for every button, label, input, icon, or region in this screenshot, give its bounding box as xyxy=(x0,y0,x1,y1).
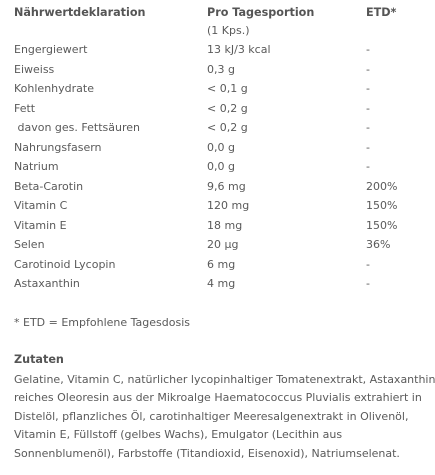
nutrient-amount: 0,3 g xyxy=(207,62,235,76)
table-row xyxy=(14,235,432,255)
ingredients-text: Gelatine, Vitamin C, natürlicher lycopinhaltiger Tomatenextrakt, Astaxanthin reiches Oleoresin aus der Mikroalge Haematococcus Pluvialis extrahiert in Distelöl, pflanzliches Öl, carotinhaltiger Meeresalgenextrakt in Olivenöl, Vitamin E, Füllstoff (gelbes Wachs), Emulgator (Lecithin aus Sonnenblumenöl), Farbstoffe (Titandioxid, Eisenoxid), Natriumselenat. xyxy=(14,372,435,460)
nutrient-amount: 4 mg xyxy=(207,277,236,290)
table-row xyxy=(14,196,432,216)
header-per-daily-portion-sub: (1 Kps.) xyxy=(207,24,250,37)
etd-footnote: * ETD = Empfohlene Tagesdosis xyxy=(14,315,190,329)
nutrient-amount: < 0,2 g xyxy=(207,121,248,134)
nutrient-etd: - xyxy=(366,257,370,271)
table-header xyxy=(14,6,432,40)
nutrient-amount: 9,6 mg xyxy=(207,179,246,193)
nutrient-etd: 150% xyxy=(366,199,398,212)
nutrient-name: Natrium xyxy=(14,160,59,173)
table-row xyxy=(14,274,432,294)
nutrient-etd: - xyxy=(366,160,370,173)
header-nutrition-declaration: Nährwertdeklaration xyxy=(14,6,146,19)
nutrient-name: Nahrungsfasern xyxy=(14,140,102,154)
table-row xyxy=(14,255,432,275)
nutrient-etd: - xyxy=(366,101,370,115)
nutrient-etd: 150% xyxy=(366,218,398,232)
nutrient-etd: - xyxy=(366,121,370,134)
nutrient-name: Vitamin E xyxy=(14,218,67,232)
nutrient-name: Kohlenhydrate xyxy=(14,82,94,95)
nutrient-name: Carotinoid Lycopin xyxy=(14,257,116,271)
nutrient-etd: - xyxy=(366,277,370,290)
nutrient-name: Selen xyxy=(14,238,45,251)
nutrient-amount: 20 µg xyxy=(207,238,239,251)
nutrient-name: Astaxanthin xyxy=(14,277,80,290)
nutrient-amount: 0,0 g xyxy=(207,160,235,173)
table-row xyxy=(14,157,432,177)
header-per-daily-portion: Pro Tagesportion xyxy=(207,6,315,19)
table-row xyxy=(14,79,432,99)
nutrient-amount: 13 kJ/3 kcal xyxy=(207,43,271,56)
table-row xyxy=(14,138,432,158)
nutrition-table-body xyxy=(14,40,432,294)
nutrient-etd: - xyxy=(366,62,370,76)
nutrient-name: Vitamin C xyxy=(14,199,68,212)
header-etd: ETD* xyxy=(366,6,397,19)
nutrition-panel xyxy=(14,6,435,463)
nutrient-etd: - xyxy=(366,82,370,95)
nutrient-name: Engergiewert xyxy=(14,43,88,56)
table-row xyxy=(14,118,432,138)
nutrient-amount: 120 mg xyxy=(207,199,250,212)
ingredients-title: Zutaten xyxy=(14,352,64,366)
nutrient-amount: 0,0 g xyxy=(207,140,235,154)
table-row xyxy=(14,99,432,119)
table-row xyxy=(14,40,432,60)
nutrient-amount: < 0,2 g xyxy=(207,101,248,115)
nutrient-name: Beta-Carotin xyxy=(14,179,84,193)
table-row xyxy=(14,177,432,197)
nutrient-amount: 18 mg xyxy=(207,218,243,232)
nutrient-etd: 36% xyxy=(366,238,391,251)
nutrient-amount: 6 mg xyxy=(207,257,236,271)
nutrient-etd: - xyxy=(366,43,370,56)
nutrient-name: Fett xyxy=(14,101,36,115)
nutrient-name: Eiweiss xyxy=(14,62,55,76)
nutrient-etd: 200% xyxy=(366,179,398,193)
table-row xyxy=(14,60,432,80)
nutrient-amount: < 0,1 g xyxy=(207,82,248,95)
nutrient-etd: - xyxy=(366,140,370,154)
table-row xyxy=(14,216,432,236)
nutrient-name: davon ges. Fettsäuren xyxy=(14,121,140,134)
